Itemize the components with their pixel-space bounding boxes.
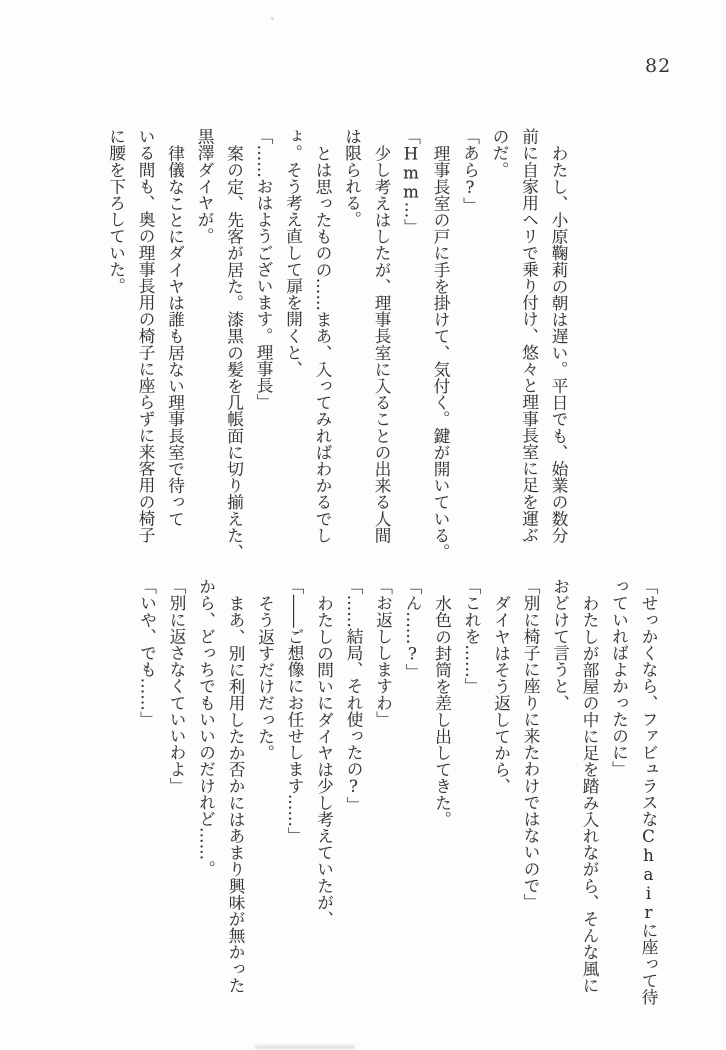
text-line: に腰を下ろしていた。: [106, 128, 126, 294]
text-line: いる間も、奥の理事長用の椅子に座らずに来客用の椅子: [136, 128, 155, 543]
text-line: は限られる。: [342, 128, 362, 228]
latin-run: ?: [460, 177, 480, 197]
text-line: そう返すだけだった。: [255, 594, 275, 761]
text-line: ダイヤはそう返してから、: [491, 594, 511, 794]
text-line: 「……おはようございます。理事長」: [254, 128, 273, 411]
text-block-bottom: [132, 578, 663, 1004]
text-line: 「せっかくなら、ファビュラスなChairに座って待: [639, 578, 658, 1005]
text-line: 前に自家用ヘリで乗り付け、悠々と理事長室に足を運ぶ: [519, 128, 539, 543]
text-line: わたしの問いにダイヤは少し考えていたが、: [314, 594, 334, 927]
text-line: 「お返ししますわ」: [373, 578, 393, 728]
page-number: 82: [645, 55, 672, 77]
text-line: ょ。そう考え直して扉を開くと、: [283, 128, 303, 377]
scan-speck: [271, 17, 274, 20]
text-line: わたしが部屋の中に足を踏み入れながら、そんな風に: [580, 594, 599, 993]
latin-run: Chair: [639, 827, 658, 922]
text-block-top: [101, 128, 573, 560]
text-line: 「……結局、それ使ったの?」: [344, 578, 363, 813]
text-line: とは思ったものの……まあ、入ってみればわかるでし: [313, 144, 332, 543]
scan-smudge: [255, 1045, 355, 1049]
text-line: 理事長室の戸に手を掛けて、気付く。鍵が開いている。: [431, 144, 450, 560]
text-line: 「Hmm…」: [401, 128, 421, 235]
text-line: 案の定、先客が居た。漆黒の髪を几帳面に切り揃えた、: [224, 144, 244, 560]
text-line: 「別に返さなくていいわよ」: [167, 578, 186, 794]
text-line: から、どっちでもいいのだけれど……。: [196, 578, 216, 877]
latin-run: ?: [403, 644, 422, 664]
latin-run: ?: [344, 777, 363, 797]
text-line: 「――ご想像にお任せします……」: [285, 578, 304, 844]
text-line: 「いや、でも……」: [137, 578, 157, 728]
text-line: 「ん……?」: [403, 578, 422, 680]
text-line: わたし、小原鞠莉の朝は遅い。平日でも、始業の数分: [549, 144, 568, 543]
text-line: まあ、別に利用したか否かにはあまり興味が無かった: [226, 594, 245, 993]
text-line: 黒澤ダイヤが。: [195, 128, 214, 245]
text-line: 「別に椅子に座りに来たわけではないので」: [521, 578, 540, 910]
text-line: 「これを……」: [462, 578, 481, 695]
text-line: 律儀なことにダイヤは誰も居ない理事長室で待って: [165, 144, 185, 527]
text-line: のだ。: [490, 128, 509, 178]
text-line: 少し考えはしたが、理事長室に入ることの出来る人間: [372, 144, 391, 543]
text-line: おどけて言うと、: [550, 578, 570, 711]
latin-run: Hmm: [401, 144, 421, 202]
text-line: 水色の封筒を差し出してきた。: [432, 594, 452, 827]
text-line: っていればよかったのに」: [609, 578, 629, 778]
text-line: 「あら?」: [460, 128, 480, 214]
